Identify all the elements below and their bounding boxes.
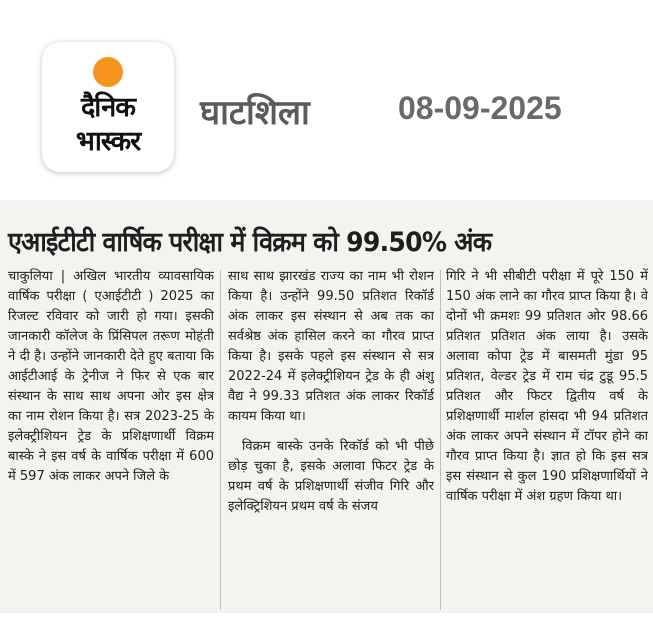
logo-wordmark-line2: भास्कर [75,126,141,157]
sun-logo-icon [93,57,123,87]
article-column-2 [228,267,434,517]
column-divider [440,270,441,610]
article-column-1 [8,267,214,487]
column-2-paragraph-1: साथ साथ झारखंड राज्य का नाम भी रोशन किया है। उन्होंने 99.50 प्रतिशत रिकॉर्ड अंक लाकर इस संस्थान से अब तक का सर्वश्रेष्ठ अंक हासिल करने का गौरव प्राप्त किया है। इसके पहले इस संस्थान से सत्र 2022-24 में इलेक्ट्रीशियन ट्रेड के ही अंशु वैद्य ने 99.33 प्रतिशत अंक लाकर रिकॉर्ड कायम किया था। [228,269,434,424]
column-1-text: चाकुलिया | अखिल भारतीय व्यावसायिक वार्षिक परीक्षा ( एआईटीटी ) 2025 का रिजल्ट रविवार को जारी हो गया। इसकी जानकारी कॉलेज के प्रिंसिपल तरूण मोहंती ने दी है। उन्होंने जानकारी देते हुए बताया कि आईटीआई के ट्रेनीज ने फिर से एक बार संस्थान के साथ साथ अपना ओर इस क्षेत्र का नाम रोशन किया है। सत्र 2023-25 के इलेक्ट्रीशियन ट्रेड के प्रशिक्षणार्थी विक्रम बास्के ने इस वर्ष के वार्षिक परीक्षा में 600 में 597 अंक लाकर अपने जिले के [8,269,214,484]
logo-wordmark-line1: दैनिक [80,92,136,123]
dainik-bhaskar-logo [42,42,174,172]
edition-date: 08-09-2025 [398,90,562,126]
clipping-header [0,0,653,200]
edition-city: घाटशिला [200,93,310,133]
bottom-margin [0,613,653,629]
column-divider [220,270,221,610]
article-column-3 [446,267,648,507]
article-headline: एआईटीटी वार्षिक परीक्षा में विक्रम को 99.50% अंक [8,227,492,258]
column-2-paragraph-2: विक्रम बास्के उनके रिकॉर्ड को भी पीछे छोड़ चुका है, इसके अलावा फिटर ट्रेड के प्रथम वर्ष के प्रशिक्षणार्थी संजीव गिरि और इलेक्ट्रिशियन प्रथम वर्ष के संजय [228,439,434,514]
column-3-text: गिरि ने भी सीबीटी परीक्षा में पूरे 150 में 150 अंक लाने का गौरव प्राप्त किया है। वे दोनों भी क्रमशः 99 प्रतिशत ओर 98.66 प्रतिशत प्रतिशत अंक लाया है। उसके अलावा कोपा ट्रेड में बासमती मुंडा 95 प्रतिशत, वेल्डर ट्रेड में राम चंद्र टुडू 95.5 प्रतिशत और फिटर द्वितीय वर्ष के प्रशिक्षणार्थी मार्शल हांसदा भी 94 प्रतिशत अंक लाकर अपने संस्थान में टॉपर होने का गौरव प्राप्त किया है। ज्ञात हो कि इस सत्र इस संस्थान से कुल 190 प्रशिक्षणार्थियों ने वार्षिक परीक्षा में अंश ग्रहण किया था। [446,269,648,504]
